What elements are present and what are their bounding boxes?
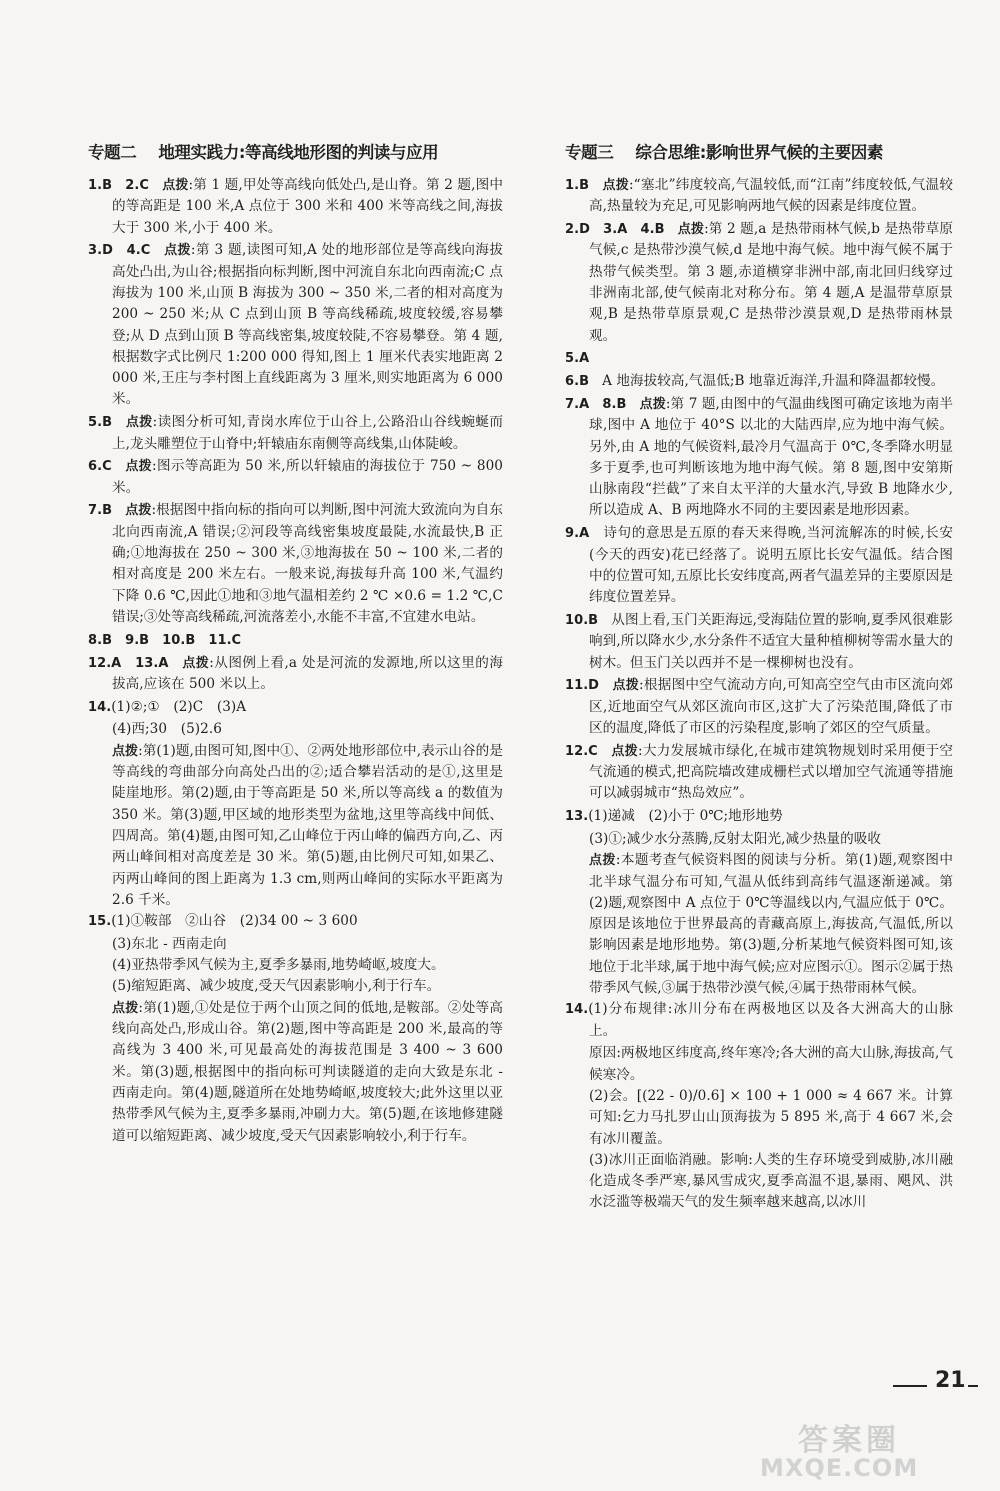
answer-number: 1.B 2.C [88,178,163,193]
answer-subline [88,934,503,955]
answer-number: 8.B 9.B 10.B 11.C [88,632,242,648]
hint-keyword: 点拨 [112,743,139,759]
answer-item [565,999,953,1042]
section-heading: 地理实践力:等高线地形图的判读与应用 [158,143,439,162]
answer-item [88,653,503,696]
hint-keyword: 点拨 [125,459,153,475]
answer-text: :根据图中指向标的指向可以判断,图中河流大致流向为自东北向西南流,A 错误;②河段等高线密集坡度最陡,水流最快,B 正确;①地海拔在 250 ~ 300 米,③地海拔在 50 ~ 100 米,二者的相对高度是 200 米左右。一般来说,海拔每升高 100 米,气温约下降 0.6 ℃,因此①地和③地气温相差约 2 ℃ ×0.6 = 1.2 ℃,C 错误;③处等高线稀疏,河流落差小,水能不丰富,不宜建水电站。 [112,502,504,625]
right-column [565,140,953,1214]
answer-text: (1)递减 (2)小于 0℃;地形地势 [588,808,783,825]
page-number: 21 [935,1368,966,1393]
left-column [88,140,503,1147]
answer-number: 7.A 8.B [565,396,640,412]
answer-item [565,741,953,805]
answer-subline [88,741,503,911]
answer-subline [565,1150,953,1214]
answer-text: :第(1)题,①处是位于两个山顶之间的低地,是鞍部。②处等高线向高处凸,形成山谷。第(2)题,图中等高距是 200 米,最高的等高线为 3 400 米,可见最高处的海拔范围是 3 400 ~ 3 600 米。第(3)题,根据图中的指向标可判读隧道的走向大致是东北 - 西南走向。第(4)题,隧道所在处地势崎岖,坡度较大;此外这里以亚热带季风气候为主,夏季多暴雨,冲刷力大。第(5)题,在该地修建隧道可以缩短距离、减少坡度,受天气因素影响较小,利于行车。 [112,999,503,1144]
answer-list-left [88,175,503,1147]
answer-text: :大力发展城市绿化,在城市建筑物规划时采用便于空气流通的模式,把高院墙改建成栅栏式以增加空气流通等措施可以减弱城市“热岛效应”。 [589,742,954,802]
answer-item [88,240,503,410]
answer-text: :本题考查气候资料图的阅读与分析。第(1)题,观察图中北半球气温分布可知,气温从低纬到高纬气温逐渐递减。第(2)题,观察图中 A 点位于 0℃等温线以内,气温应低于 0℃。原因是该地位于世界最高的青藏高原上,海拔高,气温低,所以影响因素是地形地势。第(3)题,分析某地气候资料图可知,该地位于北半球,属于地中海气候;应对应图示①。图示②属于热带季风气候,③属于热带沙漠气候,④属于热带雨林气候。 [589,852,953,996]
hint-keyword: 点拨 [611,743,638,759]
answer-text: (4)亚热带季风气候为主,夏季多暴雨,地势崎岖,坡度大。 [112,957,445,974]
answer-item [565,394,953,522]
answer-text: :“塞北”纬度较高,气温较低,而“江南”纬度较低,气温较高,热量较为充足,可见影响两地气候的因素是纬度位置。 [589,177,953,215]
answer-number: 5.A [565,351,590,367]
page-number-tick [968,1385,978,1387]
hint-keyword: 点拨 [125,503,152,519]
answer-text: :根据图中空气流动方向,可知高空空气由市区流向郊区,近地面空气从郊区流向市区,这扩大了污染范围,降低了市区的温度,降低了市区的污染程度,影响了郊区的空气质量。 [589,677,953,736]
answer-subline [565,1086,953,1150]
answer-list-right [565,175,953,1214]
answer-subline [88,998,503,1147]
hint-keyword: 点拨 [639,396,666,412]
answer-subline [88,719,503,740]
answer-text: :从图例上看,a 处是河流的发源地,所以这里的海拔高,应该在 500 米以上。 [112,654,503,692]
answer-text: (1)分布规律:冰川分布在两极地区以及各大洲高大的山脉上。 [588,1001,953,1039]
page-number-rule [893,1385,927,1387]
answer-subline [88,955,503,976]
answer-text: 诗句的意思是五原的春天来得晚,当河流解冻的时候,长安(今天的西安)花已经落了。说明五原比长安气温低。结合图中的位置可知,五原比长安纬度高,两者气温差异的主要原因是纬度位置差异。 [589,525,953,606]
answer-text: :第 3 题,读图可知,A 处的地形部位是等高线向海拔高处凸出,为山谷;根据指向标判断,图中河流自东北向西南流;C 点海拔为 100 米,山顶 B 海拔为 300 ~ 350 米,二者的相对高度为 200 ~ 250 米;从 C 点到山顶 B 等高线稀疏,坡度较缓,容易攀登;从 D 点到山顶 B 等高线密集,坡度较陡,不容易攀登。第 4 题,根据数字式比例尺 1:200 000 得知,图上 1 厘米代表实地距离 2 000 米,王庄与李村图上直线距离为 3 厘米,则实地距离为 6 000 米。 [112,242,504,408]
section-number: 专题三 [565,143,614,162]
answer-number: 14. [88,699,112,715]
section-title-right [565,140,953,166]
section-heading: 综合思维:影响世界气候的主要因素 [635,143,884,162]
answer-number: 12.A 13.A [88,655,183,671]
answer-text: :读图分析可知,青岗水库位于山谷上,公路沿山谷线蜿蜒而上,龙头雕塑位于山脊中;轩辕庙东南侧等高线集,山体陡峻。 [112,414,503,452]
answer-text: :图示等高距为 50 米,所以轩辕庙的海拔位于 750 ~ 800 米。 [112,458,503,496]
answer-text: :第 1 题,甲处等高线向低处凸,是山脊。第 2 题,图中的等高距是 100 米,A 点位于 300 米和 400 米等高线之间,海拔大于 300 米,小于 400 米。 [112,177,503,236]
hint-keyword: 点拨 [612,678,640,694]
answer-text: (2)会。[(22 - 0)/0.6] × 100 + 1 000 ≈ 4 667 米。计算可知:乞力马扎罗山山顶海拔为 5 895 米,高于 4 667 米,会有冰川覆盖。 [589,1087,953,1147]
answer-text: 从图上看,玉门关距海远,受海陆位置的影响,夏季风很难影响到,所以降水少,水分条件不适宜大量种植柳树等需水量大的树木。但玉门关以西并不是一棵柳树也没有。 [589,611,953,671]
answer-number: 2.D 3.A 4.B [565,222,678,238]
watermark-url: MXQE.COM [760,1454,919,1482]
hint-keyword: 点拨 [164,243,191,259]
answer-item [88,911,503,932]
answer-item [565,806,953,827]
hint-keyword: 点拨 [589,853,616,869]
answer-number: 1.B [565,178,603,193]
answer-subline [565,829,953,850]
answer-number: 7.B [88,503,126,519]
answer-subline [565,850,953,999]
section-title-left [88,140,503,166]
hint-keyword: 点拨 [677,222,705,238]
answer-text: (1)①鞍部 ②山谷 (2)34 00 ~ 3 600 [111,913,358,930]
answer-text: (5)缩短距离、减少坡度,受天气因素影响小,利于行车。 [112,978,441,995]
answer-number: 9.A [565,526,604,542]
answer-item [565,610,953,674]
answer-item [88,412,503,455]
answer-item [565,219,953,347]
hint-keyword: 点拨 [112,1000,139,1016]
answer-number: 5.B [88,415,126,431]
answer-item [88,175,503,239]
answer-text: 原因:两极地区纬度高,终年寒冷;各大洲的高大山脉,海拔高,气候寒冷。 [589,1045,953,1083]
answer-text: (1)②;① (2)C (3)A [111,698,247,715]
answer-item [88,456,503,499]
answer-item [565,175,953,218]
answer-number: 6.B [565,374,603,390]
answer-item [88,697,503,718]
section-number: 专题二 [88,143,137,162]
watermark-logo: 答案圈 [798,1423,900,1458]
answer-number: 10.B [565,612,612,628]
answer-item [88,630,503,651]
answer-item [565,371,953,392]
answer-item [565,348,953,369]
answer-subline [88,976,503,997]
answer-text: (3)①;减少水分蒸腾,反射太阳光,减少热量的吸收 [589,830,882,847]
hint-keyword: 点拨 [162,178,189,193]
answer-number: 13. [565,809,589,825]
answer-number: 3.D 4.C [88,243,165,259]
hint-keyword: 点拨 [182,655,210,671]
answer-item [565,523,953,608]
answer-number: 11.D [565,678,613,694]
answer-text: (3)东北 - 西南走向 [112,935,227,952]
answer-item [88,500,503,628]
answer-text: :第(1)题,由图可知,图中①、②两处地形部位中,表示山谷的是等高线的弯曲部分向高处凸出的②;适合攀岩活动的是①,这里是陡崖地形。第(2)题,由于等高距是 50 米,所以等高线 a 的数值为 350 米。第(3)题,甲区域的地形类型为盆地,这里等高线中间低、四周高。第(4)题,由图可知,乙山峰位于丙山峰的偏西方向,乙、丙两山峰间相对高度差是 30 米。第(5)题,由比例尺可知,如果乙、丙两山峰间的图上距离为 1.3 cm,则两山峰间的实际水平距离为 2.6 千米。 [112,742,503,908]
hint-keyword: 点拨 [125,415,153,431]
answer-number: 15. [88,914,112,930]
answer-text: A 地海拔较高,气温低;B 地靠近海洋,升温和降温都较慢。 [602,373,945,390]
answer-number: 6.C [88,459,126,475]
answer-text: :第 2 题,a 是热带雨林气候,b 是热带草原气候,c 是热带沙漠气候,d 是地中海气候。地中海气候不属于热带气候类型。第 3 题,赤道横穿非洲中部,南北回归线穿过非洲南北部,使气候南北对称分布。第 4 题,A 是温带草原景观,B 是热带草原景观,C 是热带沙漠景观,D 是热带雨林景观。 [589,221,953,344]
answer-text: :第 7 题,由图中的气温曲线图可确定该地为南半球,图中 A 地位于 40°S 以北的大陆西岸,应为地中海气候。另外,由 A 地的气候资料,最冷月气温高于 0℃,冬季降水明显多于夏季,也可判断该地为地中海气候。第 8 题,图中安第斯山脉南段“拦截”了来自太平洋的大量水汽,导致 B 地降水少,所以造成 A、B 两地降水不同的主要因素是地形因素。 [589,395,953,519]
answer-number: 14. [565,1002,589,1018]
answer-text: (3)冰川正面临消融。影响:人类的生存环境受到威胁,冰川融化造成冬季严寒,暴风雪成灾,夏季高温不退,暴雨、飓风、洪水泛滥等极端天气的发生频率越来越高,以冰川 [589,1151,953,1211]
answer-subline [565,1043,953,1086]
answer-item [565,675,953,739]
answer-text: (4)西;30 (5)2.6 [112,721,222,738]
answer-number: 12.C [565,743,612,759]
hint-keyword: 点拨 [602,178,630,193]
